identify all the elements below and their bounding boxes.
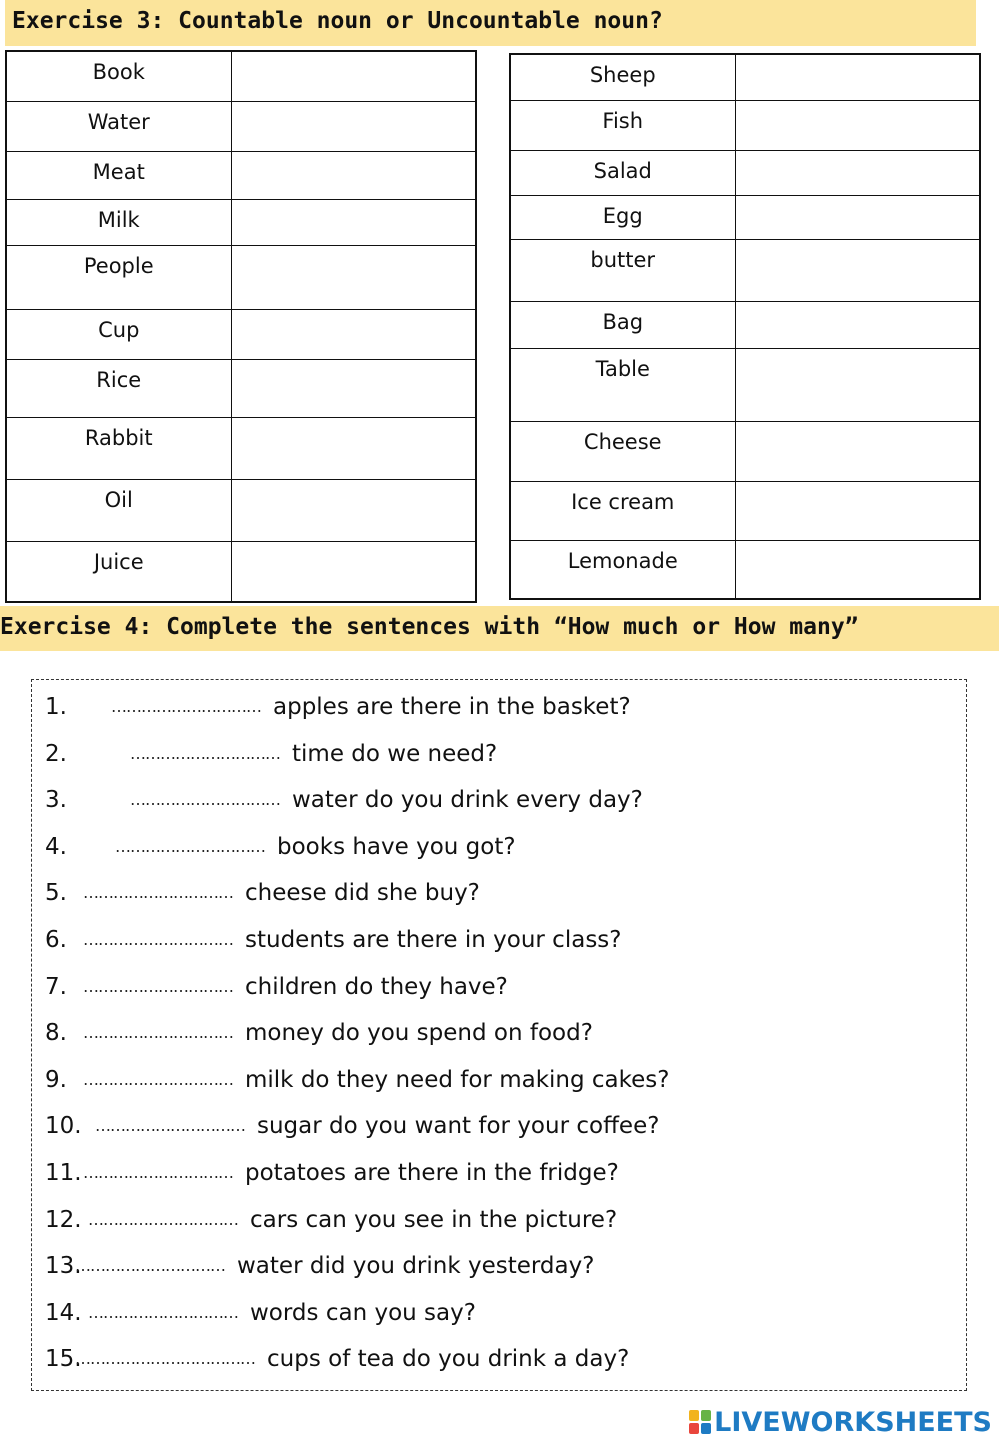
answer-cell[interactable] — [735, 54, 980, 100]
answer-cell[interactable] — [231, 541, 476, 602]
spacer — [245, 1113, 257, 1139]
spacer — [265, 834, 277, 860]
noun-row — [6, 101, 476, 151]
sentence-number: 5. — [45, 880, 67, 907]
noun-cell — [6, 479, 231, 541]
spacer — [225, 1253, 237, 1279]
sentence-number: 8. — [45, 1020, 67, 1047]
liveworksheets-logo-icon — [689, 1410, 711, 1434]
noun-row — [6, 417, 476, 479]
noun-word: Milk — [97, 207, 140, 232]
noun-word: Bag — [602, 309, 644, 334]
noun-word: Egg — [602, 203, 643, 228]
spacer — [233, 1020, 245, 1046]
noun-word: Fish — [602, 108, 644, 133]
noun-row — [6, 245, 476, 309]
answer-cell[interactable] — [735, 540, 980, 599]
sentence — [45, 1067, 669, 1093]
sentence-text: apples are there in the basket? — [273, 694, 631, 720]
sentence-text: time do we need? — [292, 740, 498, 767]
sentence — [45, 787, 643, 813]
sentence — [45, 1160, 619, 1186]
noun-row — [510, 481, 980, 540]
noun-cell — [510, 348, 735, 421]
sentence-text: potatoes are there in the fridge? — [245, 1160, 619, 1186]
logo-square — [689, 1423, 699, 1434]
answer-blank[interactable]: ………………………… — [88, 1209, 238, 1229]
noun-cell — [6, 359, 231, 417]
spacer — [233, 974, 245, 1000]
sentence-number: 1. — [45, 694, 67, 720]
answer-cell[interactable] — [231, 479, 476, 541]
noun-row — [510, 100, 980, 150]
sentence — [45, 741, 497, 767]
answer-cell[interactable] — [231, 309, 476, 359]
noun-word: Water — [87, 109, 150, 134]
spacer — [255, 1346, 267, 1372]
logo-square — [701, 1423, 711, 1434]
spacer — [233, 927, 245, 953]
noun-word: Ice cream — [571, 489, 675, 514]
answer-blank[interactable]: ………………………… — [83, 976, 233, 996]
noun-word: Book — [92, 60, 145, 84]
answer-cell[interactable] — [735, 421, 980, 481]
spacer — [238, 1300, 250, 1326]
sentence-text: cups of tea do you drink a day? — [267, 1346, 630, 1373]
sentence — [45, 834, 516, 860]
sentence-text: water do you drink every day? — [292, 787, 643, 814]
sentence-text: cars can you see in the picture? — [250, 1206, 618, 1233]
sentence — [45, 927, 622, 953]
noun-row — [510, 54, 980, 100]
sentence-number: 14. — [45, 1299, 82, 1326]
noun-cell — [510, 301, 735, 348]
answer-cell[interactable] — [735, 481, 980, 540]
noun-cell — [6, 51, 231, 101]
exercise-4-title: Exercise 4: Complete the sentences with “How much or How many” — [0, 606, 999, 651]
noun-word: butter — [590, 247, 656, 272]
sentence-number: 10. — [45, 1113, 82, 1140]
answer-cell[interactable] — [735, 348, 980, 421]
answer-blank[interactable]: ………………………… — [95, 1116, 245, 1136]
sentence-number: 4. — [45, 833, 67, 860]
answer-blank[interactable]: ………………………… — [115, 836, 265, 856]
noun-row — [6, 479, 476, 541]
noun-cell — [6, 309, 231, 359]
spacer — [233, 880, 245, 906]
noun-cell — [6, 245, 231, 309]
sentence-number: 3. — [45, 787, 67, 814]
answer-blank[interactable]: ………………………… — [88, 1302, 238, 1322]
noun-cell — [510, 540, 735, 599]
answer-cell[interactable] — [231, 359, 476, 417]
sentence-number: 11. — [45, 1160, 82, 1186]
noun-word: Cup — [98, 317, 140, 342]
noun-word: Juice — [93, 549, 144, 574]
answer-cell[interactable] — [735, 301, 980, 348]
sentence — [45, 694, 631, 720]
noun-row — [510, 348, 980, 421]
noun-row — [6, 541, 476, 602]
answer-cell[interactable] — [231, 101, 476, 151]
logo-text: LIVEWORKSHEETS — [714, 1406, 992, 1438]
sentence-number: 2. — [45, 740, 67, 767]
sentence — [45, 974, 508, 1000]
answer-cell[interactable] — [735, 150, 980, 195]
noun-cell — [510, 421, 735, 481]
sentence-text: milk do they need for making cakes? — [245, 1066, 670, 1093]
answer-blank[interactable]: ………………………… — [130, 790, 280, 810]
sentence — [45, 1207, 617, 1233]
spacer — [233, 1160, 245, 1186]
answer-blank[interactable]: ………………………… — [83, 930, 233, 949]
exercise-3-title: Exercise 3: Countable noun or Uncountable noun? — [5, 0, 976, 46]
spacer — [261, 694, 273, 720]
sentence-text: sugar do you want for your coffee? — [257, 1113, 660, 1140]
noun-table-right — [509, 53, 981, 600]
sentence — [45, 1113, 659, 1139]
sentence-number: 15. — [45, 1346, 82, 1373]
answer-blank[interactable]: ………………………… — [83, 1023, 233, 1043]
noun-word: Rabbit — [84, 425, 153, 450]
noun-row — [510, 195, 980, 239]
sentence — [45, 1300, 476, 1326]
noun-row — [6, 51, 476, 101]
noun-row — [510, 301, 980, 348]
sentence-text: words can you say? — [250, 1299, 476, 1326]
sentence-text: books have you got? — [277, 833, 516, 860]
noun-word: Table — [595, 356, 650, 381]
noun-row — [6, 309, 476, 359]
sentence-number: 7. — [45, 973, 67, 1000]
answer-cell[interactable] — [735, 239, 980, 301]
noun-cell — [6, 101, 231, 151]
answer-cell[interactable] — [231, 199, 476, 245]
noun-cell — [6, 151, 231, 199]
answer-cell[interactable] — [735, 195, 980, 239]
noun-row — [6, 199, 476, 245]
noun-word: Lemonade — [567, 548, 678, 573]
noun-cell — [510, 481, 735, 540]
liveworksheets-logo — [689, 1404, 992, 1440]
noun-row — [510, 421, 980, 481]
sentence — [45, 1020, 593, 1046]
sentence — [45, 1253, 594, 1279]
spacer — [238, 1207, 250, 1233]
noun-cell — [6, 417, 231, 479]
sentence-number: 9. — [45, 1066, 67, 1093]
sentence-number: 6. — [45, 927, 67, 953]
noun-word: Salad — [593, 158, 652, 183]
noun-word: Rice — [96, 367, 142, 392]
noun-word: Cheese — [583, 429, 662, 454]
sentence-text: students are there in your class? — [245, 927, 622, 953]
noun-cell — [510, 195, 735, 239]
logo-square — [701, 1410, 711, 1421]
sentence — [45, 1346, 629, 1372]
sentence-text: cheese did she buy? — [245, 880, 480, 907]
sentence-text: money do you spend on food? — [245, 1020, 593, 1047]
noun-cell — [510, 239, 735, 301]
answer-blank[interactable]: ………………………… — [75, 1256, 225, 1276]
answer-blank[interactable]: ………………………… — [83, 1069, 233, 1089]
answer-blank[interactable]: ……………………………… — [75, 1349, 255, 1369]
sentence — [45, 880, 480, 906]
answer-blank[interactable]: ………………………… — [83, 883, 233, 903]
noun-cell — [510, 100, 735, 150]
noun-word: Sheep — [589, 63, 656, 87]
answer-blank[interactable]: ………………………… — [83, 1163, 233, 1182]
sentences-box — [31, 679, 967, 1391]
spacer — [280, 741, 292, 767]
noun-cell — [510, 54, 735, 100]
sentence-number: 13. — [45, 1253, 82, 1280]
noun-cell — [6, 541, 231, 602]
noun-row — [510, 239, 980, 301]
spacer — [233, 1067, 245, 1093]
answer-cell[interactable] — [231, 417, 476, 479]
answer-cell[interactable] — [735, 100, 980, 150]
answer-cell[interactable] — [231, 151, 476, 199]
noun-cell — [6, 199, 231, 245]
answer-blank[interactable]: ………………………… — [130, 743, 280, 763]
noun-word: Meat — [92, 159, 145, 184]
noun-word: People — [83, 253, 154, 278]
noun-row — [6, 359, 476, 417]
answer-blank[interactable]: ………………………… — [111, 697, 261, 716]
noun-table-left — [5, 50, 477, 603]
logo-square — [689, 1410, 699, 1421]
sentence-number: 12. — [45, 1206, 82, 1233]
noun-row — [510, 150, 980, 195]
sentence-text: children do they have? — [245, 973, 508, 1000]
noun-word: Oil — [104, 487, 133, 512]
answer-cell[interactable] — [231, 245, 476, 309]
spacer — [280, 787, 292, 813]
noun-row — [510, 540, 980, 599]
noun-row — [6, 151, 476, 199]
answer-cell[interactable] — [231, 51, 476, 101]
noun-cell — [510, 150, 735, 195]
sentence-text: water did you drink yesterday? — [237, 1253, 595, 1280]
